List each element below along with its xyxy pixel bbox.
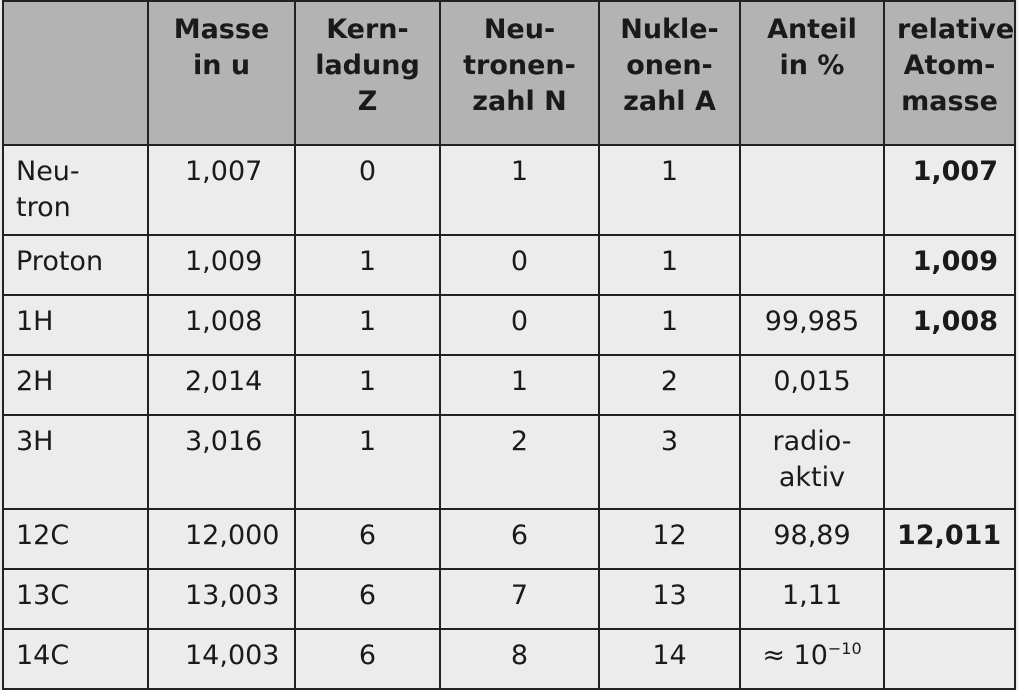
mass-cell: 3,016 (148, 415, 295, 509)
mass-cell: 12,000 (148, 509, 295, 569)
share-prefix: ≈ 10 (762, 640, 828, 671)
charge-cell: 1 (295, 295, 440, 355)
nucleon-cell: 14 (599, 629, 740, 689)
table-row-3h (3, 415, 1015, 509)
header-row (3, 1, 1015, 145)
nucleon-cell: 13 (599, 569, 740, 629)
header-cell-relative-mass: relative Atom- masse (884, 1, 1015, 145)
header-cell-mass: Masse in u (148, 1, 295, 145)
table-row-12c (3, 509, 1015, 569)
table-row-neutron (3, 145, 1015, 235)
charge-cell: 1 (295, 415, 440, 509)
mass-cell: 13,003 (148, 569, 295, 629)
neutron-cell: 6 (440, 509, 599, 569)
share-cell: 99,985 (740, 295, 884, 355)
nucleon-cell: 1 (599, 235, 740, 295)
charge-cell: 1 (295, 355, 440, 415)
share-cell: 1,11 (740, 569, 884, 629)
table-row-14c (3, 629, 1015, 689)
nucleon-cell: 3 (599, 415, 740, 509)
relative-mass-cell: 1,007 (884, 145, 1015, 235)
relative-mass-cell (884, 629, 1015, 689)
neutron-cell: 2 (440, 415, 599, 509)
table-row-1h (3, 295, 1015, 355)
relative-mass-cell: 1,008 (884, 295, 1015, 355)
mass-cell: 1,009 (148, 235, 295, 295)
row-label: 13C (3, 569, 148, 629)
share-cell (740, 629, 884, 689)
nucleon-cell: 2 (599, 355, 740, 415)
neutron-cell: 0 (440, 235, 599, 295)
isotope-table (2, 0, 1016, 690)
table-row-proton (3, 235, 1015, 295)
relative-mass-cell: 12,011 (884, 509, 1015, 569)
share-cell: 98,89 (740, 509, 884, 569)
share-cell (740, 235, 884, 295)
nucleon-cell: 12 (599, 509, 740, 569)
relative-mass-cell: 1,009 (884, 235, 1015, 295)
neutron-cell: 0 (440, 295, 599, 355)
header-cell-empty (3, 1, 148, 145)
share-cell (740, 145, 884, 235)
header-cell-share: Anteil in % (740, 1, 884, 145)
share-cell: radio- aktiv (740, 415, 884, 509)
relative-mass-cell (884, 569, 1015, 629)
mass-cell: 14,003 (148, 629, 295, 689)
mass-cell: 2,014 (148, 355, 295, 415)
row-label: 2H (3, 355, 148, 415)
charge-cell: 6 (295, 569, 440, 629)
mass-cell: 1,007 (148, 145, 295, 235)
row-label: Neu- tron (3, 145, 148, 235)
row-label: 3H (3, 415, 148, 509)
charge-cell: 6 (295, 629, 440, 689)
neutron-cell: 7 (440, 569, 599, 629)
relative-mass-cell (884, 415, 1015, 509)
row-label: Proton (3, 235, 148, 295)
relative-mass-cell (884, 355, 1015, 415)
row-label: 1H (3, 295, 148, 355)
header-cell-neutrons: Neu- tronen- zahl N (440, 1, 599, 145)
nucleon-cell: 1 (599, 145, 740, 235)
share-cell: 0,015 (740, 355, 884, 415)
charge-cell: 0 (295, 145, 440, 235)
neutron-cell: 1 (440, 355, 599, 415)
header-cell-charge: Kern- ladung Z (295, 1, 440, 145)
header-cell-nucleons: Nukle- onen- zahl A (599, 1, 740, 145)
table-row-13c (3, 569, 1015, 629)
share-exponent: −10 (827, 639, 862, 658)
neutron-cell: 1 (440, 145, 599, 235)
mass-cell: 1,008 (148, 295, 295, 355)
nucleon-cell: 1 (599, 295, 740, 355)
table-row-2h (3, 355, 1015, 415)
charge-cell: 1 (295, 235, 440, 295)
row-label: 14C (3, 629, 148, 689)
neutron-cell: 8 (440, 629, 599, 689)
charge-cell: 6 (295, 509, 440, 569)
row-label: 12C (3, 509, 148, 569)
